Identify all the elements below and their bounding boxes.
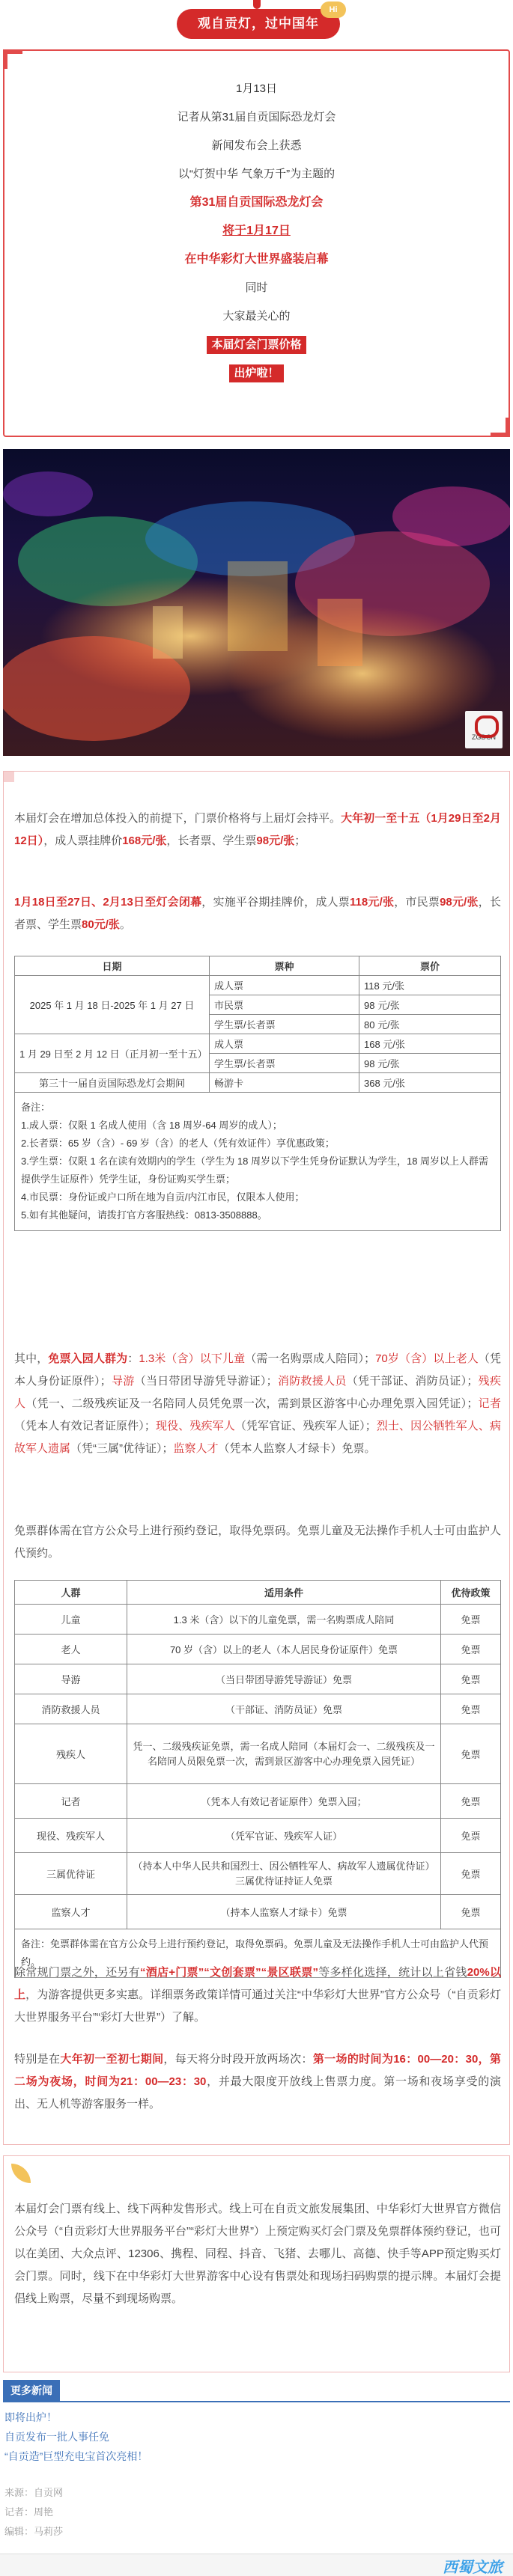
text-highlight: 98元/张: [440, 896, 479, 909]
text-fragment: 其中，: [14, 1352, 49, 1365]
text-fragment: （凭本人有效记者证原件）；: [14, 1420, 156, 1432]
table-row: [15, 1853, 501, 1895]
period-cell: 1 月 29 日至 2 月 12 日（正月初一至十五）: [15, 1034, 210, 1073]
table-header-row: [15, 1581, 501, 1605]
table-row: [15, 1784, 501, 1819]
text-highlight: 残疾人: [14, 1375, 501, 1410]
source-meta: 来源：自贡网: [4, 2487, 64, 2498]
text-highlight: 大年初一至十五（1月29日至2月12日）: [14, 812, 501, 847]
note-line: 备注：: [21, 1102, 51, 1113]
condition-cell: （凭军官证、残疾军人证）: [127, 1819, 441, 1853]
group-cell: 老人: [15, 1635, 127, 1664]
lantern-icon: [253, 0, 261, 9]
condition-cell: 1.3 米（含）以下的儿童免票，需一名购票成人陪同: [127, 1605, 441, 1635]
text-fragment: （凭“三属”优待证）；: [70, 1442, 174, 1455]
note-line: 1.成人票：仅限 1 名成人使用（含 18 周岁-64 周岁的成人）；: [21, 1120, 282, 1131]
text-highlight: 第一场的时间为16：00—20：30，第二场为夜场，时间为21：00—23：30: [14, 2053, 501, 2088]
table-header-row: [15, 956, 501, 976]
text-fragment: （凭一、二级残疾证及一名陪同人员凭免票一次，需到景区游客中心办理免票入园凭证）；: [25, 1397, 479, 1410]
photo-watermark-logo: ZGDCN: [465, 711, 503, 748]
ticket-price-cell: 368 元/张: [359, 1073, 501, 1093]
package-paragraph: [14, 1962, 501, 2029]
table-row: [15, 1895, 501, 1929]
text-fragment: （凭本人监察人才绿卡）免票。: [218, 1442, 376, 1455]
condition-cell: （凭本人有效记者证原件）免票入园；: [127, 1784, 441, 1819]
period-cell: 第三十一届自贡国际恐龙灯会期间: [15, 1073, 210, 1093]
table-row: [15, 1635, 501, 1664]
policy-cell: 免票: [441, 1724, 501, 1784]
ticket-type-cell: 学生票/长者票: [210, 1054, 359, 1073]
table-header: 适用条件: [127, 1581, 441, 1605]
intro-ticket-price-tag: 本届灯会门票价格: [207, 336, 306, 354]
note-line: 4.市民票：身份证或户口所在地为自贡/内江市民，仅限本人使用；: [21, 1191, 305, 1203]
group-cell: 三属优待证: [15, 1853, 127, 1895]
note-line: 5.如有其他疑问，请拨打官方客服热线：0813-3508888。: [21, 1209, 267, 1221]
intro-line-wrap: [4, 331, 509, 359]
intro-line: 记者从第31届自贡国际恐龙灯会: [177, 111, 336, 123]
condition-cell: （干部证、消防员证）免票: [127, 1694, 441, 1724]
table-row: [15, 1605, 501, 1635]
text-highlight: 消防救援人员: [277, 1375, 347, 1388]
condition-cell: 凭一、二级残疾证免票，需一名成人陪同（本届灯会一、二级残疾及一名陪同人员限免票一次，需到景区游客中心办理免票入园凭证）: [127, 1724, 441, 1784]
condition-cell: （当日带团导游凭导游证）免票: [127, 1664, 441, 1694]
policy-cell: 免票: [441, 1694, 501, 1724]
ticket-price-cell: 98 元/张: [359, 995, 501, 1015]
reporter-meta: 记者：周艳: [4, 2506, 54, 2518]
group-cell: 消防救援人员: [15, 1694, 127, 1724]
note-line: 3.学生票：仅限 1 名在读有效期内的学生（学生为 18 周岁以下学生凭身份证默认为学生，18 周岁以上人群需提供学生证原件）凭学生证，身份证购买学生票；: [21, 1156, 489, 1185]
intro-card: [3, 49, 510, 437]
text-highlight: 20%以上: [14, 1966, 501, 2001]
hi-badge: Hi: [321, 1, 346, 18]
free-entry-paragraph: [14, 1348, 501, 1460]
intro-lines: [4, 75, 509, 388]
text-fragment: 。: [119, 918, 131, 931]
text-fragment: （需一名购票成人陪同）；: [245, 1352, 376, 1365]
text-highlight: 导游: [111, 1375, 135, 1388]
text-fragment: 特别是在: [14, 2053, 61, 2066]
free-entry-table: [14, 1580, 501, 1978]
corner-decoration: [491, 418, 510, 437]
ticket-type-cell: 学生票/长者票: [210, 1015, 359, 1034]
text-highlight: 免票入园人群为: [48, 1352, 128, 1365]
footer-watermark: 西蜀文旅: [443, 2560, 503, 2576]
table-row: [15, 1073, 501, 1093]
condition-cell: （持本人中华人民共和国烈士、因公牺牲军人、病故军人遗属优待证）三属优待证持证人免票: [127, 1853, 441, 1895]
text-fragment: （凭本人身份证原件）；: [14, 1352, 501, 1388]
intro-line: 1月13日: [235, 82, 278, 95]
table-notes-row: [15, 1093, 501, 1231]
text-fragment: （凭干部证、消防员证）；: [346, 1375, 479, 1388]
table-header: 优待政策: [441, 1581, 501, 1605]
corner-decoration: [3, 49, 22, 69]
intro-line: 同时: [245, 281, 268, 294]
table-row: [15, 1694, 501, 1724]
leaf-icon: [11, 2164, 31, 2183]
sales-channel-card: [3, 2155, 510, 2372]
intro-line-highlight: 第31届自贡国际恐龙灯会: [189, 196, 324, 209]
text-highlight: 现役、残疾军人: [155, 1420, 235, 1432]
text-fragment: ，长者票、学生票: [14, 896, 501, 931]
ticket-type-cell: 成人票: [210, 976, 359, 995]
text-highlight: 记者: [478, 1397, 501, 1410]
policy-cell: 免票: [441, 1635, 501, 1664]
table-notes: 备注：免票群体需在官方公众号上进行预约登记，取得免票码。免票儿童及无法操作手机人士可由监护人代预约。: [15, 1929, 501, 1978]
table-header: 票价: [359, 956, 501, 976]
intro-line: 新闻发布会上获悉: [211, 139, 302, 152]
policy-cell: 免票: [441, 1664, 501, 1694]
text-highlight: 监察人才: [173, 1442, 219, 1455]
lantern-festival-photo: [3, 449, 510, 756]
text-fragment: ；: [294, 834, 306, 847]
more-news-title: 更多新闻: [3, 2380, 60, 2401]
ticket-type-cell: 成人票: [210, 1034, 359, 1054]
text-highlight: 118元/张: [350, 896, 395, 909]
group-cell: 残疾人: [15, 1724, 127, 1784]
table-row: [15, 1664, 501, 1694]
text-highlight: 1月18日至27日、2月13日至灯会闭幕: [14, 896, 202, 909]
condition-cell: （持本人监察人才绿卡）免票: [127, 1895, 441, 1929]
policy-cell: 免票: [441, 1784, 501, 1819]
text-fragment: 除常规门票之外，还另有: [14, 1966, 140, 1979]
group-cell: 儿童: [15, 1605, 127, 1635]
text-fragment: （当日带团导游凭导游证）；: [134, 1375, 278, 1388]
text-highlight: 98元/张: [256, 834, 295, 847]
news-link[interactable]: “自贡造”巨型充电宝首次亮相！: [4, 2450, 148, 2462]
price-paragraph-offpeak: [14, 891, 501, 936]
price-paragraph-peak: [14, 808, 501, 852]
sales-channel-text: 本届灯会门票有线上、线下两种发售形式。线上可在自贡文旅发展集团、中华彩灯大世界官方微信公众号（“自贡彩灯大世界服务平台”“彩灯大世界”）上预定购买灯会门票及免票群体预约登记，也可以在美团、大众点评、12306、携程、同程、抖音、飞猪、去哪儿、高德、快手等APP预定购买灯会门票。同时，线下在中华彩灯大世界游客中心设有售票处和现场扫码购票的提示牌。本届灯会提倡线上购票，尽量不到现场购票。: [14, 2203, 501, 2305]
banner-title: 观自贡灯，过中国年: [177, 9, 340, 39]
policy-cell: 免票: [441, 1853, 501, 1895]
more-news-header: [3, 2380, 510, 2402]
session-paragraph: [14, 2048, 501, 2116]
ticket-type-cell: 畅游卡: [210, 1073, 359, 1093]
policy-cell: 免票: [441, 1819, 501, 1853]
text-highlight: 70岁（含）以上老人: [375, 1352, 479, 1365]
table-header: 人群: [15, 1581, 127, 1605]
text-fragment: ，长者票、学生票: [166, 834, 257, 847]
text-fragment: 本届灯会在增加总体投入的前提下，门票价格将与上届灯会持平。: [14, 812, 342, 825]
text-fragment: ，市民票: [394, 896, 440, 909]
footer-bar: [0, 2554, 513, 2576]
banner: [0, 0, 513, 46]
group-cell: 监察人才: [15, 1895, 127, 1929]
text-highlight: 大年初一至初七期间: [60, 2053, 164, 2066]
table-row: [15, 976, 501, 995]
group-cell: 记者: [15, 1784, 127, 1819]
news-link[interactable]: 即将出炉！: [4, 2411, 57, 2423]
editor-meta: 编辑：马莉莎: [4, 2526, 64, 2537]
intro-line: 以“灯贺中华 气象万千”为主题的: [177, 168, 336, 180]
table-header: 票种: [210, 956, 359, 976]
article-decoration: [4, 772, 509, 782]
ticket-price-cell: 98 元/张: [359, 1054, 501, 1073]
condition-cell: 70 岁（含）以上的老人（本人居民身份证原件）免票: [127, 1635, 441, 1664]
table-header: 日期: [15, 956, 210, 976]
text-highlight: 80元/张: [82, 918, 120, 931]
ticket-price-cell: 118 元/张: [359, 976, 501, 995]
intro-line-highlight: 在中华彩灯大世界盛装启幕: [184, 253, 329, 266]
group-cell: 导游: [15, 1664, 127, 1694]
text-fragment: ，并最大限度开放线上售票力度。第一场和夜场享受的演出、无人机等游客服务一样。: [14, 2075, 501, 2110]
period-cell: 2025 年 1 月 18 日-2025 年 1 月 27 日: [15, 976, 210, 1034]
group-cell: 现役、残疾军人: [15, 1819, 127, 1853]
table-row: [15, 1724, 501, 1784]
price-table: [14, 956, 501, 1231]
text-highlight: 1.3米（含）以下儿童: [139, 1352, 246, 1365]
text-fragment: 等多样化选择，统计以上省钱: [318, 1966, 467, 1979]
policy-cell: 免票: [441, 1895, 501, 1929]
lantern-scene-image: [3, 449, 510, 756]
text-highlight: “酒店+门票”“文创套票”“景区联票”: [139, 1966, 318, 1979]
text-highlight: 168元/张: [122, 834, 167, 847]
text-fragment: （凭军官证、残疾军人证）；: [234, 1420, 377, 1432]
policy-cell: 免票: [441, 1605, 501, 1635]
ticket-price-cell: 168 元/张: [359, 1034, 501, 1054]
text-fragment: ，实施平谷期挂牌价，成人票: [201, 896, 350, 909]
text-fragment: ，每天将分时段开放两场次：: [163, 2053, 313, 2066]
ticket-price-cell: 80 元/张: [359, 1015, 501, 1034]
intro-line-wrap: [4, 359, 509, 388]
news-link[interactable]: 自贡发布一批人事任免: [4, 2431, 109, 2443]
note-line: 2.长者票：65 岁（含）- 69 岁（含）的老人（凭有效证件）享优惠政策；: [21, 1138, 335, 1149]
intro-line: 大家最关心的: [222, 310, 291, 323]
intro-line-date: 将于1月17日: [222, 225, 291, 237]
intro-released-tag: 出炉啦！: [229, 364, 283, 382]
text-highlight: 烈士、因公牺牲军人、病故军人遗属: [14, 1420, 501, 1455]
text-fragment: ，成人票挂牌价: [43, 834, 123, 847]
reservation-paragraph: 免票群体需在官方公众号上进行预约登记，取得免票码。免票儿童及无法操作手机人士可由监护人代预约。: [14, 1524, 501, 1560]
table-row: [15, 1034, 501, 1054]
text-fragment: ，为游客提供更多实惠。详细票务政策详情可通过关注“中华彩灯大世界”官方公众号（“自贡彩灯大世界服务平台”“彩灯大世界”）了解。: [14, 1989, 501, 2024]
table-row: [15, 1819, 501, 1853]
article-body: [3, 771, 510, 2145]
table-notes: [15, 1093, 501, 1231]
text-fragment: ：: [127, 1352, 139, 1365]
ticket-type-cell: 市民票: [210, 995, 359, 1015]
